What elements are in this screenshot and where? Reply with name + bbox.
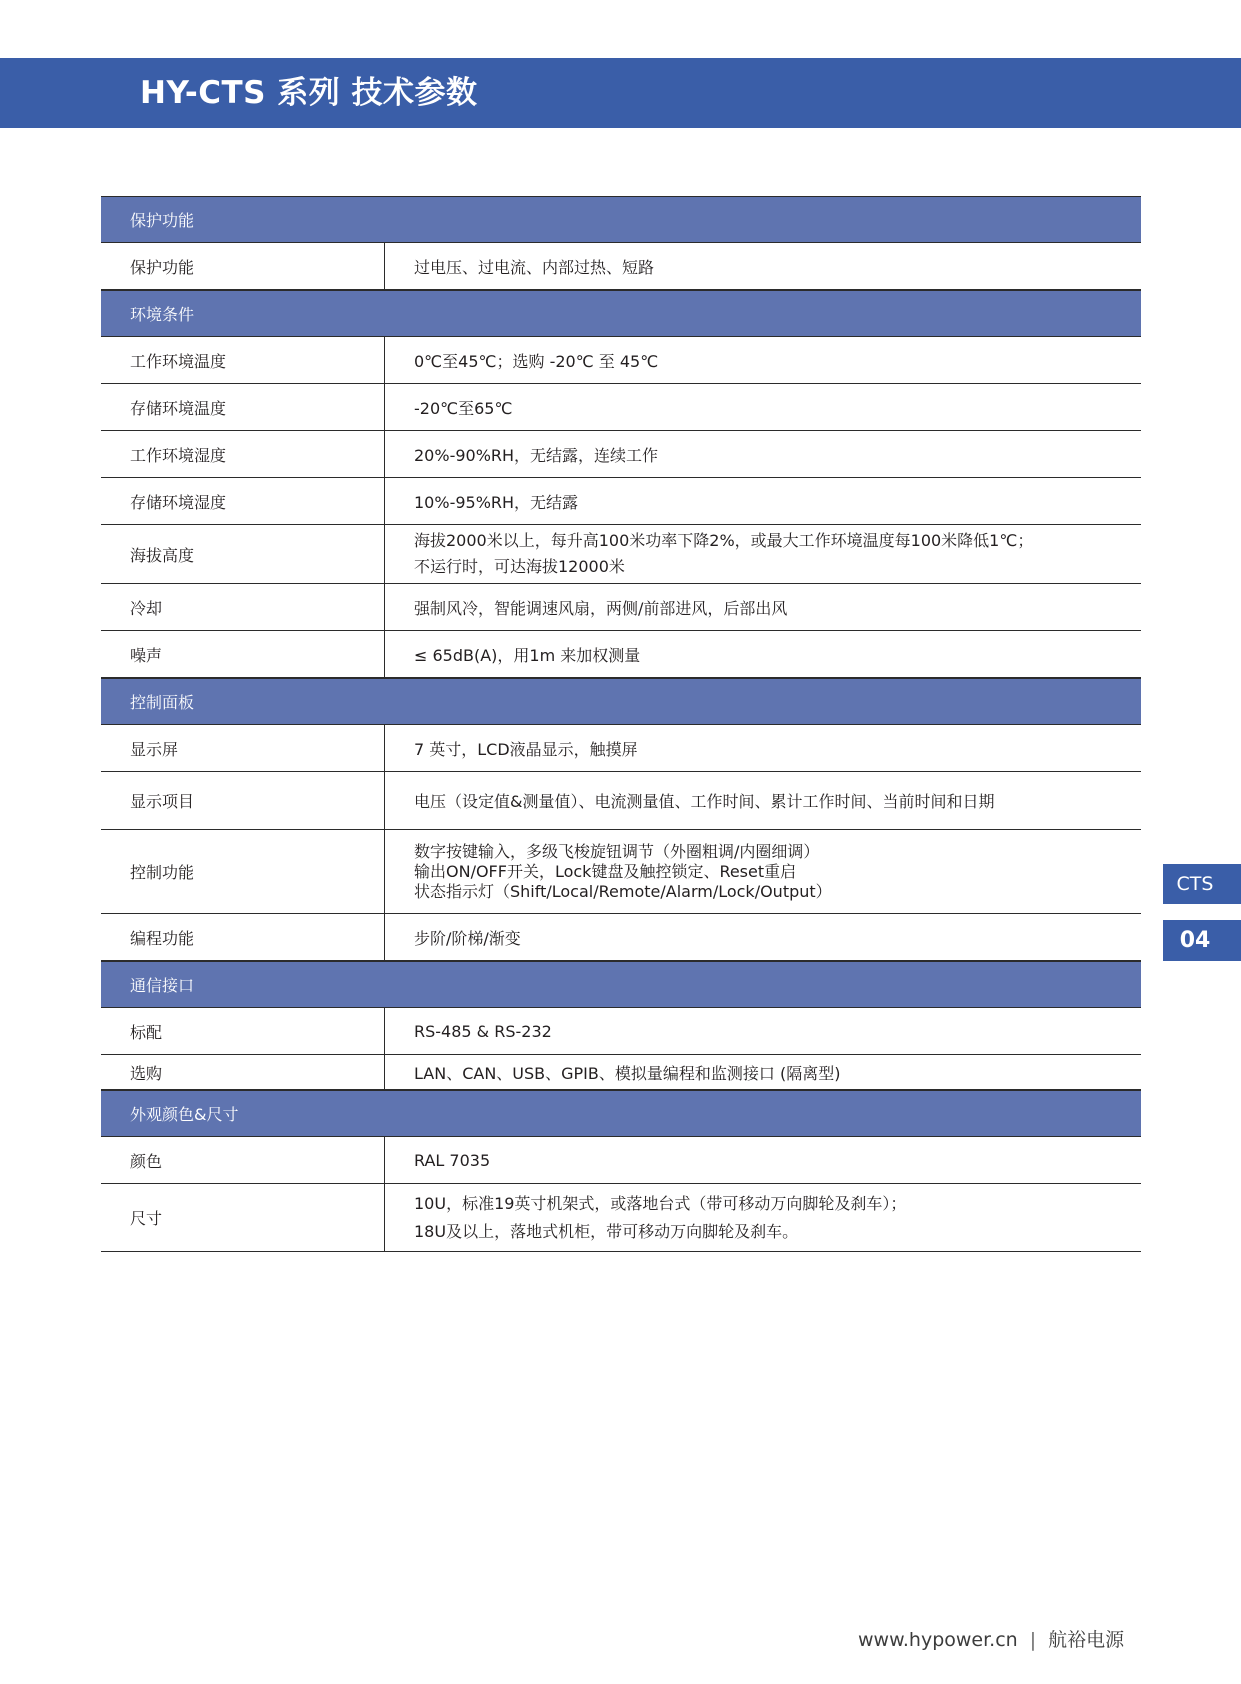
- row-value-line: 20%-90%RH，无结露，连续工作: [414, 445, 659, 465]
- section-header-environment: 环境条件: [101, 290, 1141, 337]
- table-row: [101, 1184, 1141, 1252]
- table-row: [101, 725, 1141, 772]
- row-value: [385, 478, 1141, 524]
- row-value-line: 强制风冷，智能调速风扇，两侧/前部进风，后部出风: [414, 598, 788, 618]
- row-label: 显示项目: [101, 772, 385, 829]
- row-value-line: 输出ON/OFF开关，Lock键盘及触控锁定、Reset重启: [414, 861, 797, 881]
- table-row: [101, 243, 1141, 290]
- table-row: [101, 1055, 1141, 1090]
- footer: [858, 1625, 1124, 1652]
- row-value-line: 步阶/阶梯/渐变: [414, 928, 521, 948]
- row-value: [385, 584, 1141, 630]
- table-row: [101, 478, 1141, 525]
- row-value: [385, 1008, 1141, 1054]
- footer-company: 航裕电源: [1048, 1629, 1125, 1651]
- row-value: [385, 243, 1141, 289]
- row-label: 编程功能: [101, 914, 385, 960]
- row-label: 噪声: [101, 631, 385, 677]
- row-value-line: 数字按键输入，多级飞梭旋钮调节（外圈粗调/内圈细调）: [414, 841, 820, 861]
- table-row: [101, 631, 1141, 678]
- row-label: 颜色: [101, 1137, 385, 1183]
- row-value: [385, 772, 1141, 829]
- row-label: 海拔高度: [101, 525, 385, 583]
- row-value-line: 海拔2000米以上，每升高100米功率下降2%，或最大工作环境温度每100米降低1℃；: [414, 531, 1034, 550]
- row-label: 存储环境湿度: [101, 478, 385, 524]
- row-value-line: 不运行时，可达海拔12000米: [414, 557, 625, 576]
- row-label: 控制功能: [101, 830, 385, 913]
- row-value-line: 18U及以上，落地式机柜，带可移动万向脚轮及刹车。: [414, 1221, 799, 1241]
- row-value-line: -20℃至65℃: [414, 398, 513, 418]
- row-value-line: LAN、CAN、USB、GPIB、模拟量编程和监测接口 (隔离型): [414, 1063, 841, 1083]
- side-tab-series: CTS: [1163, 864, 1241, 904]
- footer-separator: |: [1029, 1629, 1037, 1651]
- row-value: [385, 1184, 1141, 1251]
- row-value: [385, 525, 1141, 583]
- row-label: 工作环境温度: [101, 337, 385, 383]
- section-header-protection: 保护功能: [101, 196, 1141, 243]
- row-value-line: ≤ 65dB(A)，用1m 来加权测量: [414, 645, 641, 665]
- table-row: [101, 830, 1141, 914]
- row-value-line: 过电压、过电流、内部过热、短路: [414, 257, 655, 277]
- row-value-line: 电压（设定值&测量值）、电流测量值、工作时间、累计工作时间、当前时间和日期: [414, 792, 995, 811]
- row-value-line: 10U，标准19英寸机架式，或落地台式（带可移动万向脚轮及刹车）；: [414, 1193, 907, 1213]
- row-label: 冷却: [101, 584, 385, 630]
- row-value-line: 7 英寸，LCD液晶显示，触摸屏: [414, 739, 638, 759]
- row-value: [385, 384, 1141, 430]
- row-value-line: 0℃至45℃；选购 -20℃ 至 45℃: [414, 351, 659, 371]
- row-value: [385, 914, 1141, 960]
- row-value: [385, 337, 1141, 383]
- section-header-control-panel: 控制面板: [101, 678, 1141, 725]
- row-label: 标配: [101, 1008, 385, 1054]
- row-label: 存储环境温度: [101, 384, 385, 430]
- side-tab-page-number: 04: [1163, 920, 1241, 961]
- table-row: [101, 1008, 1141, 1055]
- table-row: [101, 384, 1141, 431]
- row-label: 保护功能: [101, 243, 385, 289]
- table-row: [101, 525, 1141, 584]
- page-title: HY-CTS 系列 技术参数: [140, 75, 478, 111]
- row-value: [385, 830, 1141, 913]
- spec-table: [101, 196, 1141, 1252]
- section-header-appearance: 外观颜色&尺寸: [101, 1090, 1141, 1137]
- table-row: [101, 431, 1141, 478]
- row-value-line: 状态指示灯（Shift/Local/Remote/Alarm/Lock/Output）: [414, 881, 832, 901]
- table-row: [101, 914, 1141, 961]
- table-row: [101, 1137, 1141, 1184]
- row-label: 显示屏: [101, 725, 385, 771]
- table-row: [101, 772, 1141, 830]
- row-value-line: 10%-95%RH，无结露: [414, 492, 579, 512]
- table-row: [101, 337, 1141, 384]
- row-value: [385, 1137, 1141, 1183]
- row-value-line: RS-485 & RS-232: [414, 1021, 552, 1041]
- row-value-line: RAL 7035: [414, 1150, 491, 1170]
- table-row: [101, 584, 1141, 631]
- header-band: [0, 58, 1241, 128]
- row-value: [385, 725, 1141, 771]
- footer-website: www.hypower.cn: [858, 1629, 1018, 1651]
- row-value: [385, 631, 1141, 677]
- row-label: 尺寸: [101, 1184, 385, 1251]
- row-label: 工作环境湿度: [101, 431, 385, 477]
- row-value: [385, 1055, 1141, 1089]
- section-header-communication: 通信接口: [101, 961, 1141, 1008]
- row-value: [385, 431, 1141, 477]
- row-label: 选购: [101, 1055, 385, 1089]
